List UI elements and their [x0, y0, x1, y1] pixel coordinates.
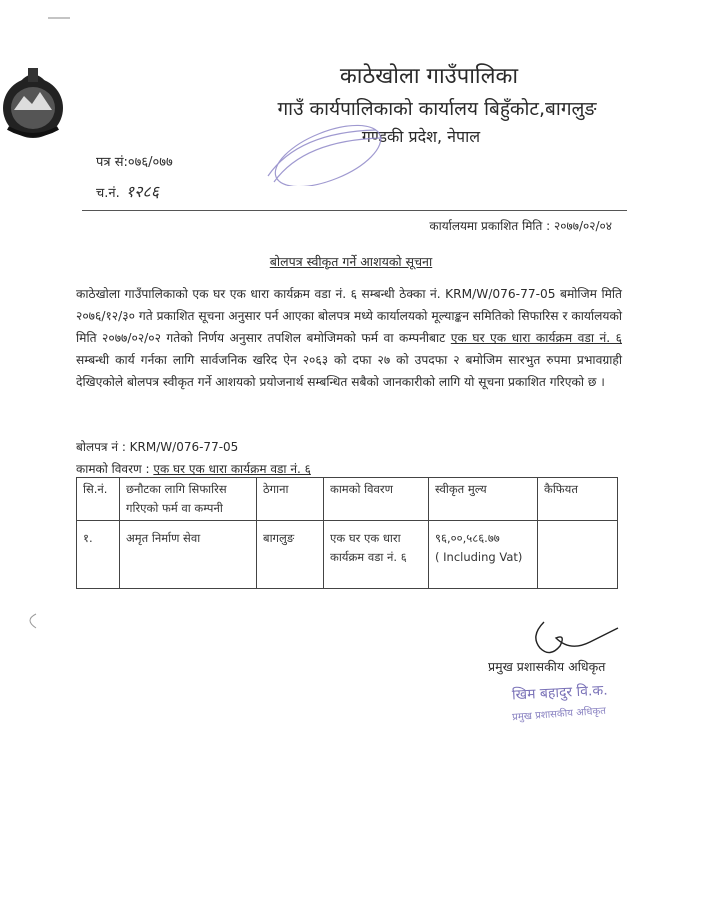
cell-remarks	[538, 521, 618, 589]
published-date: कार्यालयमा प्रकाशित मिति : २०७७/०२/०४	[429, 219, 612, 233]
cell-address: बागलुङ	[257, 521, 324, 589]
cell-sn: १.	[77, 521, 120, 589]
cell-price	[429, 521, 538, 589]
col-header-remarks: कैफियत	[538, 478, 618, 521]
signature-stamp-name: खिम बहादुर वि.क.	[511, 682, 609, 704]
cell-firm: अमृत निर्माण सेवा	[120, 521, 257, 589]
notice-body	[76, 283, 622, 393]
table-row	[77, 521, 618, 589]
patra-number: पत्र सं:०७६/०७७	[96, 155, 173, 170]
col-header-firm: छनौटका लागि सिफारिस गरिएको फर्म वा कम्पनी	[120, 478, 257, 521]
chalani-number	[96, 180, 159, 202]
cell-work: एक घर एक धारा कार्यक्रम वडा नं. ६	[324, 521, 429, 589]
header-line-2: गाउँ कार्यपालिकाको कार्यालय बिहुँकोट,बागलुङ	[277, 98, 597, 120]
col-header-price: स्वीकृत मुल्य	[429, 478, 538, 521]
price-note: ( Including Vat)	[435, 550, 523, 564]
chalani-label: च.नं.	[96, 186, 120, 201]
header-line-3: गण्डकी प्रदेश, नेपाल	[361, 127, 481, 146]
office-stamp	[258, 122, 388, 186]
col-header-address: ठेगाना	[257, 478, 324, 521]
work-description	[76, 460, 311, 477]
signature-title: प्रमुख प्रशासकीय अधिकृत	[488, 659, 606, 674]
col-header-work: कामको विवरण	[324, 478, 429, 521]
body-underlined-work: एक घर एक धारा कार्यक्रम वडा नं. ६	[450, 331, 622, 345]
chalani-value: १२८६	[125, 182, 160, 201]
scan-mark	[22, 612, 40, 630]
nepal-emblem-logo	[2, 38, 64, 140]
work-description-value: एक घर एक धारा कार्यक्रम वडा नं. ६	[153, 462, 311, 476]
notice-title: बोलपत्र स्वीकृत गर्ने आशयको सूचना	[269, 254, 433, 269]
work-description-label: कामको विवरण :	[76, 462, 154, 476]
signature-stamp-role: प्रमुख प्रशासकीय अधिकृत	[511, 705, 607, 724]
signature-scribble	[530, 618, 620, 663]
col-header-sn: सि.नं.	[77, 478, 120, 521]
header-line-1: काठेखोला गाउँपालिका	[339, 64, 519, 89]
body-text-1: काठेखोला गाउँपालिकाको एक घर एक धारा कार्यक्रम वडा नं. ६ सम्बन्धी ठेक्का नं. KRM/W/076-77-05 बमोजिम मिति २०७६/१२/३० गते प्रकाशित सूचना अनुसार पर्न आएका बोलपत्र मध्ये कार्यालयको मूल्याङ्कन समितिको सिफारिस र कार्यालयको मिति २०७७/०२/०२ गतेको निर्णय अनुसार तपशिल बमोजिमको फर्म वा कम्पनीबाट	[76, 287, 622, 345]
bolpatra-number: बोलपत्र नं : KRM/W/076-77-05	[76, 440, 239, 454]
table-header-row	[77, 478, 618, 521]
award-table	[76, 477, 618, 589]
divider	[82, 210, 627, 211]
scan-mark	[48, 14, 70, 22]
body-text-2: सम्बन्धी कार्य गर्नका लागि सार्वजनिक खरिद ऐन २०६३ को दफा २७ को उपदफा २ बमोजिम सारभुत रुपमा प्रभावग्राही देखिएकोले बोलपत्र स्वीकृत गर्ने आशयको प्रयोजनार्थ सम्बन्धित सबैको जानकारीको लागि यो सूचना प्रकाशित गरिएको छ ।	[76, 353, 622, 389]
price-value: ९६,००,५८६.७७	[435, 531, 500, 545]
